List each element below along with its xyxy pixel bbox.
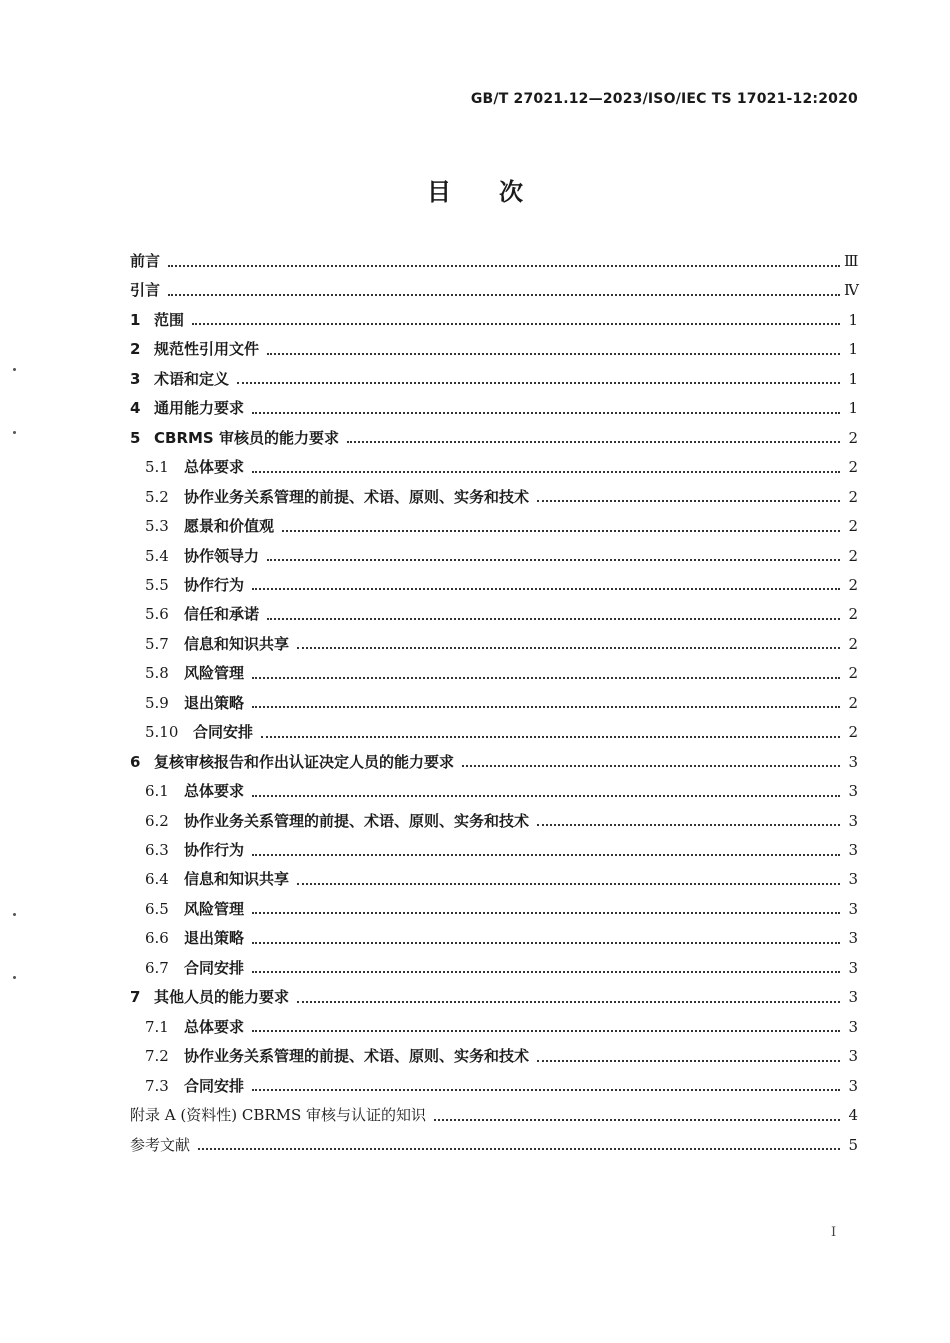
page-title: 目次 bbox=[427, 178, 571, 206]
dot-leader bbox=[267, 352, 840, 355]
toc-entry-page: Ⅲ bbox=[844, 252, 859, 270]
toc-entry-page: 1 bbox=[848, 399, 858, 418]
toc-entry-label: 范围 bbox=[154, 310, 185, 329]
toc-entry[interactable] bbox=[145, 456, 858, 480]
toc-entry[interactable] bbox=[145, 957, 858, 981]
toc-entry[interactable] bbox=[145, 692, 858, 716]
toc-entry-number: 6.3 bbox=[145, 841, 169, 859]
toc-entry-label: 协作业务关系管理的前提、术语、原则、实务和技术 bbox=[184, 487, 530, 506]
toc-entry-page: 2 bbox=[848, 664, 858, 683]
toc-entry-number: 5.10 bbox=[145, 723, 179, 742]
toc-entry-page: 4 bbox=[848, 1106, 858, 1125]
dot-leader bbox=[434, 1118, 840, 1121]
dot-leader bbox=[168, 264, 840, 267]
toc-entry-number: 1 bbox=[130, 310, 141, 329]
dot-leader bbox=[252, 970, 840, 973]
toc-entry-page: 2 bbox=[848, 428, 858, 447]
toc-entry-page: 2 bbox=[848, 487, 858, 506]
toc-entry[interactable] bbox=[145, 1045, 858, 1069]
toc-entry-page: 3 bbox=[848, 929, 858, 948]
toc-entry-page: 2 bbox=[848, 723, 858, 742]
dot-leader bbox=[252, 853, 840, 856]
toc-entry[interactable] bbox=[130, 368, 858, 392]
toc-entry-page: 3 bbox=[848, 782, 858, 801]
toc-entry-number: 3 bbox=[130, 369, 141, 388]
toc-entry-page: 2 bbox=[848, 634, 858, 653]
toc-entry-label: 风险管理 bbox=[184, 899, 245, 918]
toc-entry[interactable] bbox=[145, 603, 858, 627]
toc-entry[interactable] bbox=[145, 839, 858, 863]
toc-entry-page: 3 bbox=[848, 1047, 858, 1066]
page-number: I bbox=[831, 1225, 837, 1240]
toc-entry-label: CBRMS 审核员的能力要求 bbox=[154, 428, 339, 447]
toc-entry-label: 协作行为 bbox=[184, 575, 245, 594]
toc-entry-number: 5.3 bbox=[145, 517, 169, 536]
toc-entry-number: 5.5 bbox=[145, 575, 169, 594]
toc-entry-label: 前言 bbox=[130, 252, 161, 270]
dot-leader bbox=[267, 617, 840, 620]
dot-leader bbox=[237, 381, 840, 384]
toc-entry-label: 规范性引用文件 bbox=[154, 340, 260, 359]
toc-entry[interactable] bbox=[130, 338, 858, 362]
toc-entry-number: 5.1 bbox=[145, 458, 169, 477]
toc-entry-number: 5 bbox=[130, 428, 141, 447]
toc-entry[interactable] bbox=[145, 810, 858, 834]
toc-entry-number: 7.3 bbox=[145, 1076, 169, 1095]
toc-entry[interactable] bbox=[145, 868, 858, 892]
toc-entry[interactable] bbox=[145, 1016, 858, 1040]
toc-entry[interactable] bbox=[145, 574, 858, 598]
toc-entry-page: 5 bbox=[848, 1135, 858, 1154]
dot-leader bbox=[297, 1000, 840, 1003]
toc-entry-number: 5.8 bbox=[145, 664, 169, 683]
dot-leader bbox=[297, 882, 840, 885]
toc-entry-page: 1 bbox=[848, 310, 858, 329]
toc-entry-label: 引言 bbox=[130, 281, 161, 300]
toc-entry-label: 信任和承诺 bbox=[184, 605, 260, 624]
toc-entry-page: 2 bbox=[848, 546, 858, 565]
dot-leader bbox=[252, 705, 840, 708]
dot-leader bbox=[462, 764, 840, 767]
toc-entry-number: 6.4 bbox=[145, 870, 169, 889]
toc-entry-number: 6.6 bbox=[145, 929, 169, 948]
dot-leader bbox=[537, 499, 840, 502]
toc-entry-page: 3 bbox=[848, 1076, 858, 1095]
toc-entry-page: 3 bbox=[848, 841, 858, 859]
dot-leader bbox=[252, 470, 840, 473]
toc-entry[interactable] bbox=[145, 545, 858, 569]
toc-entry-label: 协作行为 bbox=[184, 841, 245, 859]
toc-entry-label: 复核审核报告和作出认证决定人员的能力要求 bbox=[154, 752, 455, 771]
toc-entry[interactable] bbox=[145, 898, 858, 922]
toc-entry-label: 总体要求 bbox=[184, 782, 245, 801]
toc-entry-label: 信息和知识共享 bbox=[184, 634, 290, 653]
toc-entry[interactable] bbox=[145, 1075, 858, 1099]
toc-entry[interactable] bbox=[130, 1134, 858, 1158]
toc-entry-number: 5.2 bbox=[145, 487, 169, 506]
dot-leader bbox=[282, 529, 840, 532]
dot-leader bbox=[347, 440, 840, 443]
toc-entry-number: 5.7 bbox=[145, 634, 169, 653]
toc-entry-label: 协作业务关系管理的前提、术语、原则、实务和技术 bbox=[184, 811, 530, 830]
toc-entry[interactable] bbox=[130, 751, 858, 775]
toc-entry-label: 总体要求 bbox=[184, 458, 245, 477]
toc-entry-page: 3 bbox=[848, 811, 858, 830]
toc-entry[interactable] bbox=[145, 486, 858, 510]
toc-entry-page: 3 bbox=[848, 899, 858, 918]
dot-leader bbox=[252, 1088, 840, 1091]
toc-entry-label: 参考文献 bbox=[130, 1135, 191, 1154]
dot-leader bbox=[252, 794, 840, 797]
dot-leader bbox=[252, 411, 840, 414]
toc-entry-page: 1 bbox=[848, 369, 858, 388]
toc-entry[interactable] bbox=[130, 397, 858, 421]
toc-entry[interactable] bbox=[130, 1104, 858, 1128]
scan-speck bbox=[13, 976, 16, 979]
toc-entry-page: 3 bbox=[848, 752, 858, 771]
toc-entry-page: 2 bbox=[848, 458, 858, 477]
toc-entry-page: 2 bbox=[848, 693, 858, 712]
toc-entry-number: 6.7 bbox=[145, 958, 169, 977]
toc-entry-number: 5.6 bbox=[145, 605, 169, 624]
toc-entry-label: 合同安排 bbox=[193, 723, 254, 742]
toc-entry-number: 4 bbox=[130, 399, 141, 418]
toc-entry-page: 2 bbox=[848, 575, 858, 594]
toc-entry[interactable] bbox=[145, 721, 858, 745]
toc-entry-label: 术语和定义 bbox=[154, 369, 230, 388]
standard-header: GB/T 27021.12—2023/ISO/IEC TS 17021-12:2020 bbox=[470, 91, 858, 107]
toc-entry-label: 风险管理 bbox=[184, 664, 245, 683]
toc-entry-page: 3 bbox=[848, 958, 858, 977]
dot-leader bbox=[537, 1059, 840, 1062]
toc-entry-page: 3 bbox=[848, 870, 858, 889]
dot-leader bbox=[252, 587, 840, 590]
toc-entry-label: 总体要求 bbox=[184, 1017, 245, 1036]
toc-entry-number: 2 bbox=[130, 340, 141, 359]
toc-entry-number: 5.9 bbox=[145, 693, 169, 712]
toc-entry[interactable] bbox=[145, 780, 858, 804]
toc-entry[interactable] bbox=[145, 662, 858, 686]
dot-leader bbox=[267, 558, 840, 561]
toc-entry-number: 7 bbox=[130, 988, 141, 1007]
toc-entry[interactable] bbox=[145, 515, 858, 539]
dot-leader bbox=[252, 911, 840, 914]
dot-leader bbox=[252, 1029, 840, 1032]
dot-leader bbox=[168, 293, 840, 296]
toc-entry-label: 协作业务关系管理的前提、术语、原则、实务和技术 bbox=[184, 1047, 530, 1066]
toc-entry-label: 信息和知识共享 bbox=[184, 870, 290, 889]
toc-entry-label: 附录 A (资料性) CBRMS 审核与认证的知识 bbox=[130, 1106, 427, 1125]
toc-entry-number: 7.1 bbox=[145, 1017, 169, 1036]
toc-entry-label: 合同安排 bbox=[184, 958, 245, 977]
toc-entry[interactable] bbox=[145, 633, 858, 657]
dot-leader bbox=[261, 735, 840, 738]
toc-entry-label: 退出策略 bbox=[184, 693, 245, 712]
toc-entry[interactable] bbox=[130, 279, 858, 303]
toc-entry-label: 退出策略 bbox=[184, 929, 245, 948]
toc-entry-page: 1 bbox=[848, 340, 858, 359]
toc-entry-number: 7.2 bbox=[145, 1047, 169, 1066]
toc-entry-page: Ⅳ bbox=[844, 281, 859, 300]
scan-speck bbox=[13, 913, 16, 916]
dot-leader bbox=[252, 941, 840, 944]
toc-entry[interactable] bbox=[130, 986, 858, 1010]
dot-leader bbox=[198, 1147, 840, 1150]
toc-entry-label: 愿景和价值观 bbox=[184, 517, 275, 536]
dot-leader bbox=[537, 823, 840, 826]
toc-entry-label: 合同安排 bbox=[184, 1076, 245, 1095]
toc-entry-number: 6.2 bbox=[145, 811, 169, 830]
toc-entry-page: 2 bbox=[848, 517, 858, 536]
scan-speck bbox=[13, 368, 16, 371]
toc-entry-page: 3 bbox=[848, 1017, 858, 1036]
dot-leader bbox=[252, 676, 840, 679]
toc-entry-number: 6 bbox=[130, 752, 141, 771]
dot-leader bbox=[297, 646, 840, 649]
toc-entry-label: 通用能力要求 bbox=[154, 399, 245, 418]
toc-entry-label: 其他人员的能力要求 bbox=[154, 988, 290, 1007]
toc-entry[interactable] bbox=[145, 927, 858, 951]
toc-entry-number: 5.4 bbox=[145, 546, 169, 565]
toc-entry-label: 协作领导力 bbox=[184, 546, 260, 565]
toc-entry[interactable] bbox=[130, 427, 858, 451]
toc-entry-number: 6.5 bbox=[145, 899, 169, 918]
dot-leader bbox=[192, 322, 840, 325]
toc-entry-page: 3 bbox=[848, 988, 858, 1007]
toc-entry-page: 2 bbox=[848, 605, 858, 624]
toc-entry[interactable] bbox=[130, 309, 858, 333]
toc-entry-number: 6.1 bbox=[145, 782, 169, 801]
toc-entry[interactable] bbox=[130, 250, 858, 274]
scan-speck bbox=[13, 431, 16, 434]
